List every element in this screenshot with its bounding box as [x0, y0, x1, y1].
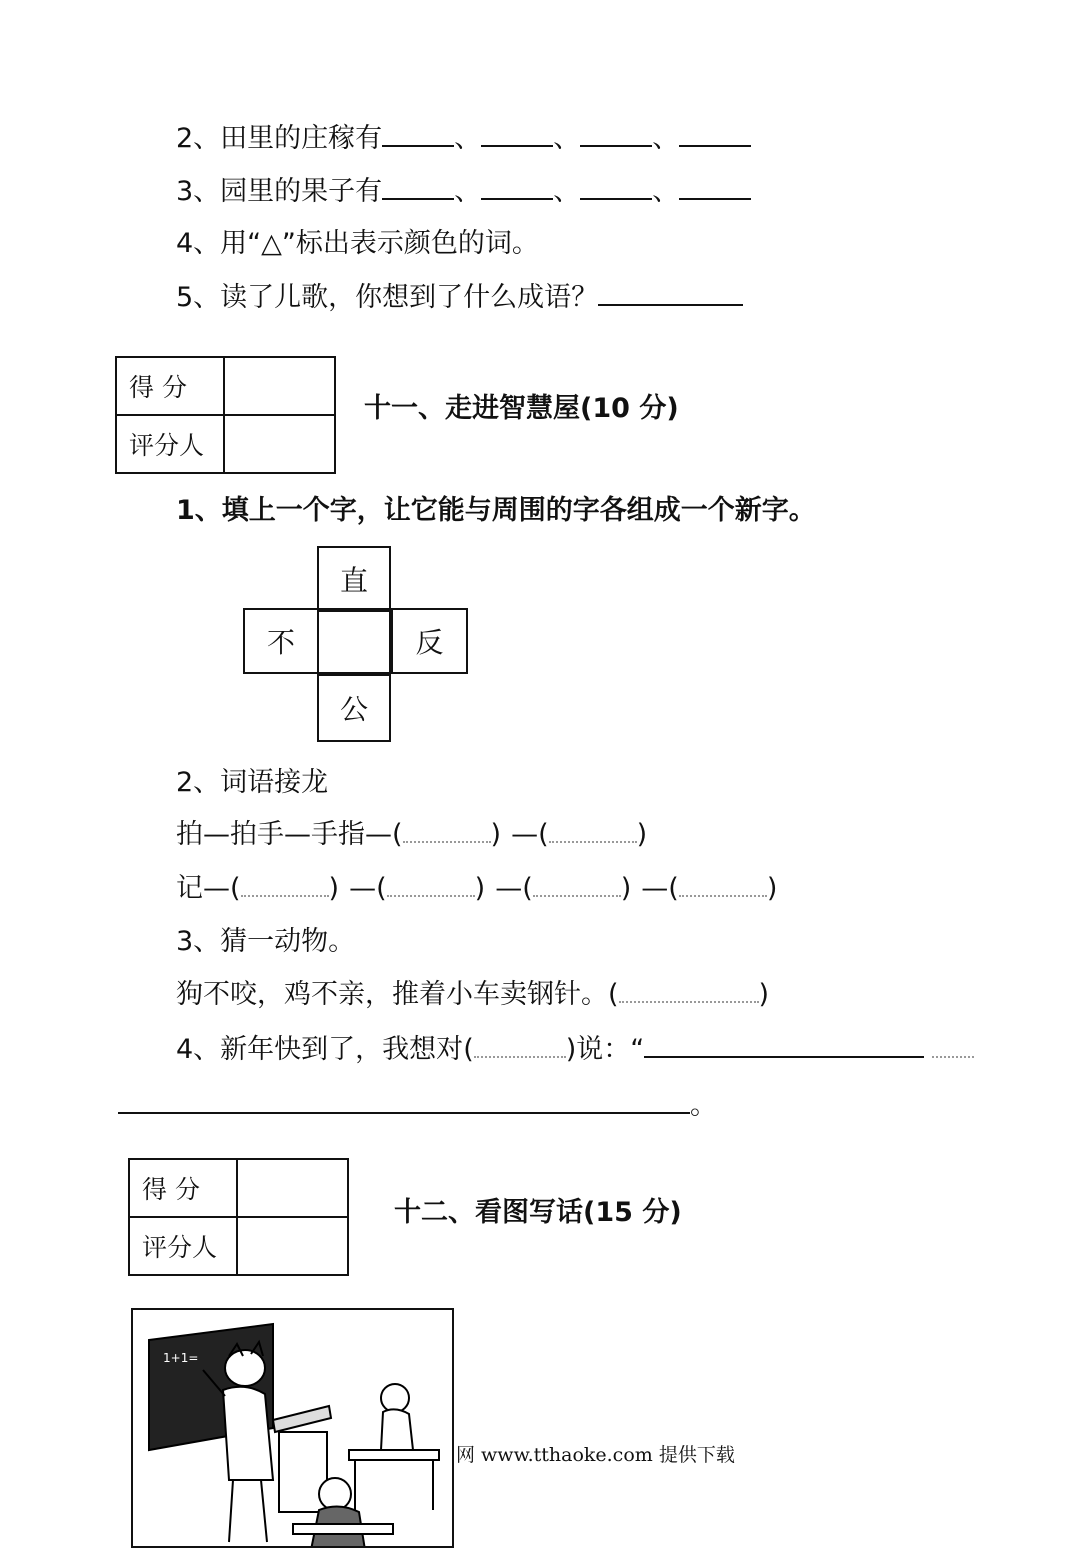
paren: ( [230, 873, 241, 904]
question-10-5 [176, 280, 743, 315]
chain-prefix: 记— [176, 873, 230, 904]
answer-blank[interactable] [403, 823, 491, 843]
answer-blank[interactable] [241, 877, 329, 897]
paren: ) [620, 873, 632, 904]
answer-blank[interactable] [580, 121, 652, 147]
question-11-4 [176, 1032, 974, 1067]
paren: ( [376, 873, 387, 904]
question-text: 4、用“△”标出表示颜色的词。 [176, 228, 539, 259]
answer-blank[interactable] [118, 1088, 690, 1114]
answer-blank[interactable] [598, 280, 743, 306]
score-box-11 [115, 356, 336, 474]
classroom-illustration [131, 1308, 454, 1548]
question-10-4 [176, 227, 539, 261]
riddle-line [176, 978, 769, 1012]
separator: 、 [553, 123, 581, 154]
grid-cell-left: 不 [243, 608, 319, 674]
grid-cell-bottom: 公 [317, 674, 391, 742]
score-cell[interactable] [237, 1159, 348, 1217]
dotted-filler [932, 1038, 974, 1058]
classroom-drawing [133, 1310, 454, 1548]
paren: ) [565, 1034, 577, 1065]
separator: 、 [454, 176, 482, 207]
paren: ) [490, 819, 502, 850]
answer-blank[interactable] [481, 174, 553, 200]
chain-prefix: 拍—拍手—手指— [176, 819, 392, 850]
answer-blank[interactable] [533, 877, 621, 897]
paren: ( [668, 873, 679, 904]
question-11-3: 3、猜一动物。 [176, 926, 356, 957]
answer-blank[interactable] [580, 174, 652, 200]
answer-blank[interactable] [619, 983, 759, 1003]
answer-blank[interactable] [679, 877, 767, 897]
paren: ) [328, 873, 340, 904]
question-text: 2、田里的庄稼有 [176, 123, 383, 154]
score-label: 得 分 [116, 357, 224, 415]
paren: ) [766, 873, 778, 904]
answer-blank[interactable] [382, 174, 454, 200]
answer-blank[interactable] [481, 121, 553, 147]
grader-label: 评分人 [129, 1217, 237, 1275]
grader-cell[interactable] [224, 415, 335, 473]
question-10-2 [176, 121, 751, 156]
grid-cell-right: 反 [391, 608, 468, 674]
answer-blank[interactable] [474, 1038, 566, 1058]
score-box-12 [128, 1158, 349, 1276]
grid-cell-center[interactable] [317, 608, 391, 674]
separator: 、 [454, 123, 482, 154]
question-11-2: 2、词语接龙 [176, 767, 329, 798]
dash: — [495, 873, 523, 904]
section-11-title: 十一、走进智慧屋(10 分) [364, 393, 679, 424]
dash: — [349, 873, 377, 904]
answer-blank[interactable] [549, 823, 637, 843]
grader-cell[interactable] [237, 1217, 348, 1275]
answer-blank[interactable] [382, 121, 454, 147]
answer-blank[interactable] [679, 174, 751, 200]
paren: ( [392, 819, 403, 850]
separator: 、 [553, 176, 581, 207]
separator: 、 [652, 123, 680, 154]
grid-cell-top: 直 [317, 546, 391, 612]
paren: ( [463, 1034, 474, 1065]
paren: ) [474, 873, 486, 904]
riddle-text: 狗不咬，鸡不亲，推着小车卖钢针。 [176, 979, 608, 1010]
question-11-4-continued [118, 1088, 717, 1123]
section-12-title: 十二、看图写话(15 分) [394, 1197, 682, 1228]
answer-blank[interactable] [387, 877, 475, 897]
word-chain-1 [176, 818, 647, 852]
word-chain-2 [176, 872, 777, 906]
question-text: 5、读了儿歌，你想到了什么成语？ [176, 282, 599, 313]
paren: ( [522, 873, 533, 904]
question-text: 说：“ [576, 1034, 645, 1065]
answer-blank[interactable] [644, 1032, 924, 1058]
dash: — [641, 873, 669, 904]
separator: 、 [652, 176, 680, 207]
question-11-1: 1、填上一个字，让它能与周围的字各组成一个新字。 [176, 495, 816, 526]
question-10-3 [176, 174, 751, 209]
score-label: 得 分 [129, 1159, 237, 1217]
dash: — [511, 819, 539, 850]
paren: ( [608, 979, 619, 1010]
svg-text:1+1=: 1+1= [163, 1351, 199, 1365]
score-cell[interactable] [224, 357, 335, 415]
grader-label: 评分人 [116, 415, 224, 473]
answer-blank[interactable] [679, 121, 751, 147]
question-text: 4、新年快到了，我想对 [176, 1034, 464, 1065]
paren: ) [636, 819, 648, 850]
question-text: 3、园里的果子有 [176, 176, 383, 207]
period: 。 [690, 1090, 717, 1121]
paren: ) [758, 979, 770, 1010]
footer-text: 网 www.tthaoke.com 提供下载 [456, 1444, 735, 1466]
paren: ( [538, 819, 549, 850]
